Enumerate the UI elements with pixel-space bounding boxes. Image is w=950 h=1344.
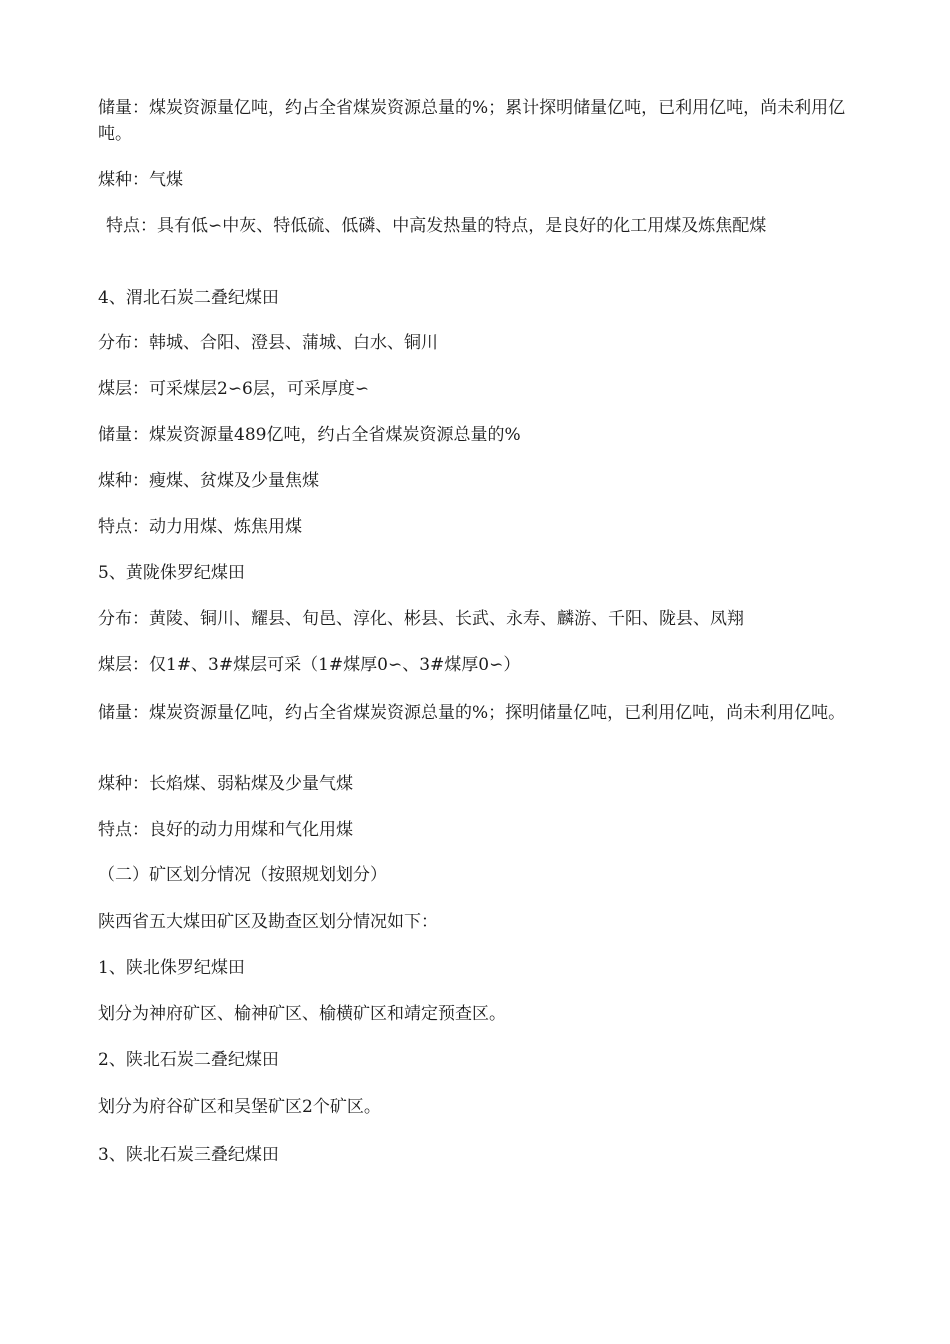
list-heading-1: 1、陕北侏罗纪煤田 (98, 958, 245, 978)
paragraph-seams-5: 煤层：仅1#、3#煤层可采（1#煤厚0∽、3#煤厚0∽） (98, 655, 521, 675)
subsection-heading-mining-areas: （二）矿区划分情况（按照规划划分） (98, 865, 387, 885)
section-heading-4: 4、渭北石炭二叠纪煤田 (98, 288, 279, 308)
paragraph-seams-4: 煤层：可采煤层2∽6层，可采厚度∽ (98, 379, 370, 399)
paragraph-division-1: 划分为神府矿区、榆神矿区、榆横矿区和靖定预查区。 (98, 1004, 506, 1024)
paragraph-mining-areas-intro: 陕西省五大煤田矿区及勘查区划分情况如下： (98, 912, 438, 932)
paragraph-coal-type-1: 煤种：气煤 (98, 170, 183, 190)
paragraph-distribution-5: 分布：黄陵、铜川、耀县、旬邑、淳化、彬县、长武、永寿、麟游、千阳、陇县、凤翔 (98, 609, 744, 629)
section-heading-5: 5、黄陇侏罗纪煤田 (98, 563, 245, 583)
paragraph-distribution-4: 分布：韩城、合阳、澄县、蒲城、白水、铜川 (98, 333, 438, 353)
paragraph-division-2: 划分为府谷矿区和吴堡矿区2个矿区。 (98, 1097, 381, 1117)
paragraph-features-1: 特点：具有低∽中灰、特低硫、低磷、中高发热量的特点，是良好的化工用煤及炼焦配煤 (106, 216, 767, 236)
list-heading-3: 3、陕北石炭三叠纪煤田 (98, 1145, 279, 1165)
paragraph-reserves-1: 储量：煤炭资源量亿吨，约占全省煤炭资源总量的%；累计探明储量亿吨，已利用亿吨，尚未利用亿吨。 (98, 98, 846, 144)
paragraph-coal-type-4: 煤种：瘦煤、贫煤及少量焦煤 (98, 471, 319, 491)
paragraph-features-5: 特点：良好的动力用煤和气化用煤 (98, 820, 353, 840)
paragraph-coal-type-5: 煤种：长焰煤、弱粘煤及少量气煤 (98, 774, 353, 794)
paragraph-reserves-5: 储量：煤炭资源量亿吨，约占全省煤炭资源总量的%；探明储量亿吨，已利用亿吨，尚未利用亿吨。 (98, 703, 846, 723)
paragraph-reserves-4: 储量：煤炭资源量489亿吨，约占全省煤炭资源总量的% (98, 425, 521, 445)
list-heading-2: 2、陕北石炭二叠纪煤田 (98, 1050, 279, 1070)
paragraph-features-4: 特点：动力用煤、炼焦用煤 (98, 517, 302, 537)
